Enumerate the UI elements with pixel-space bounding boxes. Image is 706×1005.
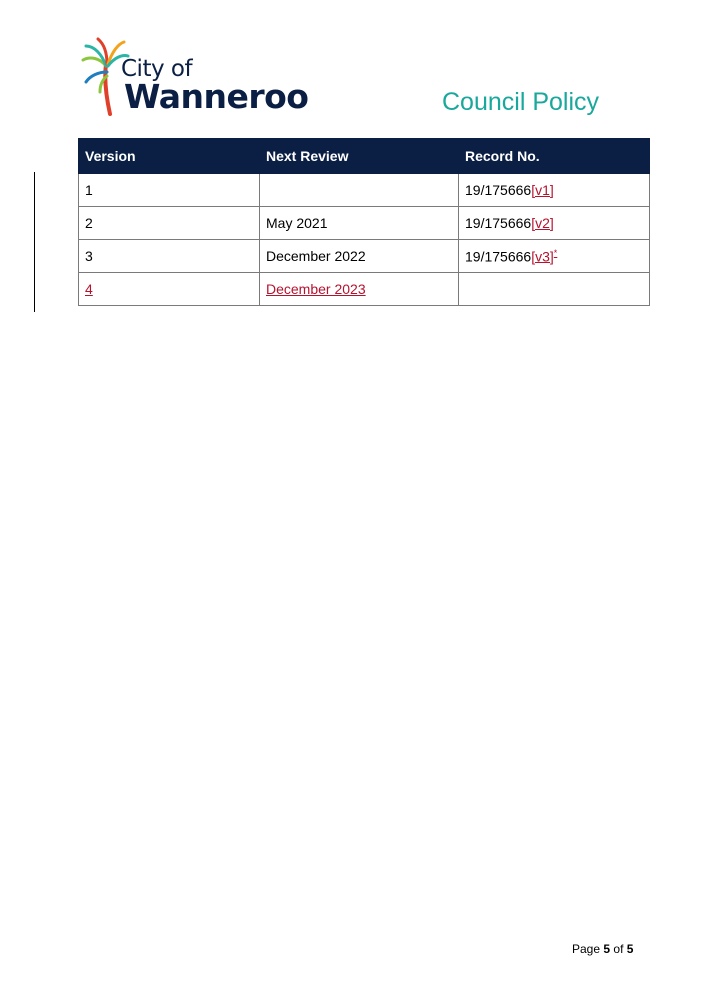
logo-city-text: City of	[121, 56, 193, 82]
document-type-title: Council Policy	[442, 88, 600, 116]
record-version-link[interactable]: [v2]	[531, 215, 554, 231]
cell-next-review	[260, 273, 459, 306]
cell-version: 2	[79, 207, 260, 240]
table-header-row	[79, 139, 650, 174]
cell-record-no	[459, 174, 650, 207]
revised-review-text: December 2023	[266, 281, 366, 297]
table-row	[79, 174, 650, 207]
record-version-link[interactable]: [v3]	[531, 248, 554, 265]
record-number: 19/175666	[465, 182, 532, 198]
revised-version-text: 4	[85, 281, 93, 297]
cell-next-review: May 2021	[260, 207, 459, 240]
table-row	[79, 273, 650, 306]
cell-version	[79, 273, 260, 306]
cell-record-no	[459, 273, 650, 306]
column-header-version: Version	[79, 139, 260, 174]
record-version-link[interactable]: [v1]	[531, 182, 554, 198]
page-current: 5	[603, 942, 611, 956]
city-of-wanneroo-logo	[80, 36, 309, 116]
table-row	[79, 207, 650, 240]
cell-record-no	[459, 207, 650, 240]
page-of: of	[613, 942, 624, 956]
cell-version: 3	[79, 240, 260, 273]
version-history-table	[78, 138, 650, 306]
cell-next-review	[260, 174, 459, 207]
column-header-next-review: Next Review	[260, 139, 459, 174]
record-number: 19/175666	[465, 248, 532, 265]
page-label: Page	[572, 942, 601, 956]
cell-record-no	[459, 240, 650, 273]
page-number-footer	[572, 942, 633, 956]
page-total: 5	[626, 942, 634, 956]
record-number: 19/175666	[465, 215, 532, 231]
column-header-record-no: Record No.	[459, 139, 650, 174]
revision-change-bar	[34, 172, 35, 312]
logo-name-text: Wanneroo	[124, 77, 309, 116]
cell-version: 1	[79, 174, 260, 207]
record-footnote-marker: *	[553, 247, 558, 258]
table-row	[79, 240, 650, 273]
cell-next-review: December 2022	[260, 240, 459, 273]
